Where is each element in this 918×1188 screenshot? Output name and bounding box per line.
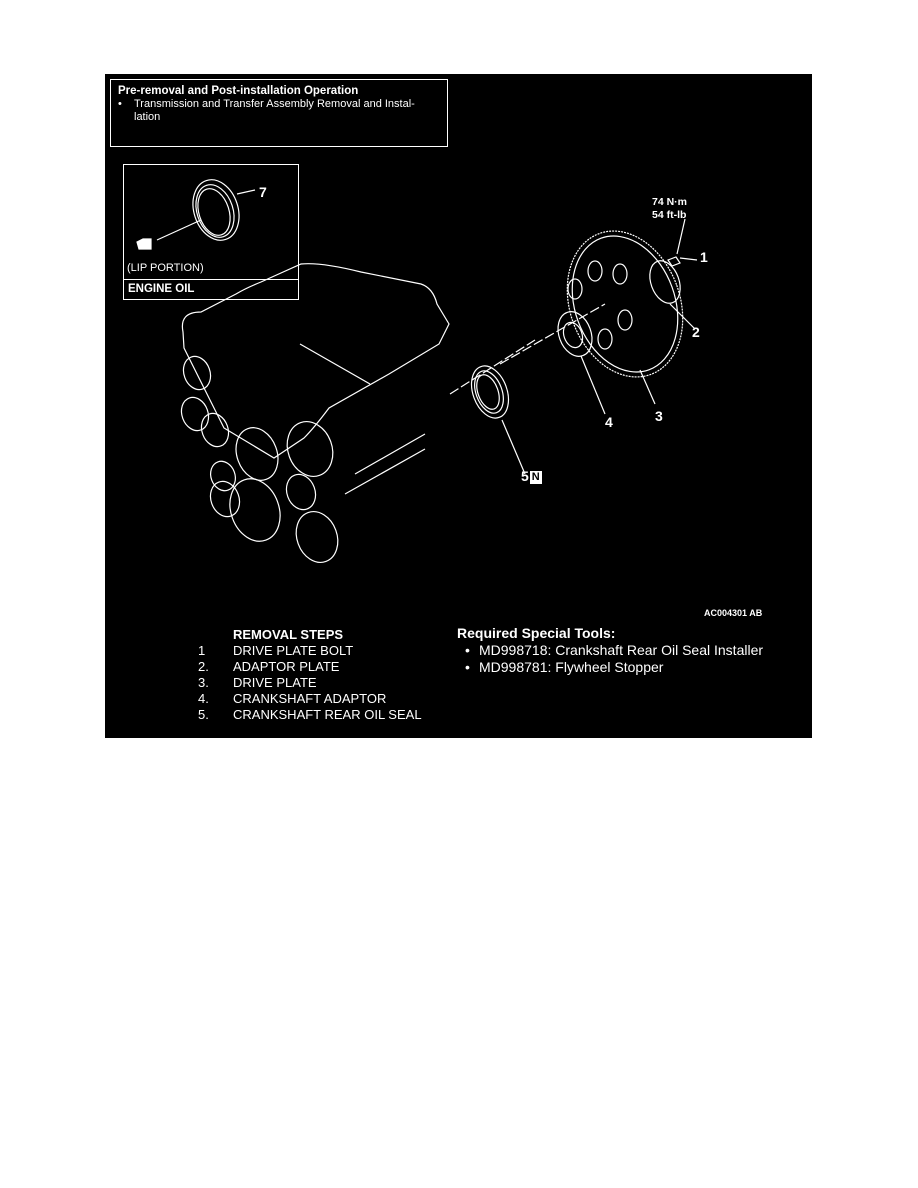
- step-label: CRANKSHAFT REAR OIL SEAL: [233, 707, 422, 722]
- callout-4: 4: [605, 414, 613, 430]
- step-number: 4.: [198, 691, 209, 706]
- tool-label: MD998718: Crankshaft Rear Oil Seal Installer: [479, 642, 764, 658]
- callout-3: 3: [655, 408, 663, 424]
- removal-step: [198, 675, 422, 691]
- diagram-panel: [105, 74, 812, 738]
- removal-step: [198, 707, 422, 723]
- removal-step: [198, 691, 422, 707]
- special-tool-item: [457, 659, 763, 676]
- engine-oil-inset: [123, 164, 299, 300]
- step-label: ADAPTOR PLATE: [233, 659, 340, 674]
- step-label: CRANKSHAFT ADAPTOR: [233, 691, 387, 706]
- step-number: 2.: [198, 659, 209, 674]
- removal-step: [198, 659, 422, 675]
- pre-removal-operation-box: [110, 79, 448, 147]
- engine-block-icon: [177, 264, 449, 569]
- pre-removal-title: Pre-removal and Post-installation Operation: [118, 85, 359, 97]
- step-number: 3.: [198, 675, 209, 690]
- pre-removal-item: [118, 98, 440, 124]
- bullet: •: [118, 98, 122, 110]
- callout-1: 1: [700, 249, 708, 265]
- torque-nm: 74 N·m: [652, 196, 688, 208]
- step-number: 1: [198, 643, 206, 658]
- removal-steps: [198, 627, 422, 723]
- special-tools-heading: Required Special Tools:: [457, 625, 616, 641]
- callout-7: 7: [259, 184, 267, 200]
- removal-step: [198, 643, 422, 659]
- callout-5-number: 5: [521, 468, 529, 484]
- pre-removal-item-text: Transmission and Transfer Assembly Removal and Instal-: [134, 98, 415, 110]
- step-label: DRIVE PLATE BOLT: [233, 643, 354, 658]
- tool-label: MD998781: Flywheel Stopper: [479, 659, 664, 675]
- engine-oil-label: ENGINE OIL: [124, 279, 298, 299]
- adaptor-plate-icon: [644, 257, 695, 329]
- new-part-badge: N: [531, 471, 540, 483]
- pre-removal-item-continuation: lation: [134, 111, 161, 123]
- torque-ftlb: 54 ft-lb: [652, 209, 687, 221]
- lip-portion-label: (LIP PORTION): [127, 262, 204, 274]
- special-tools: [457, 625, 763, 676]
- bullet: •: [465, 659, 470, 675]
- figure-code: AC004301 AB: [704, 608, 763, 618]
- drive-plate-bolt-icon: [668, 219, 697, 266]
- step-label: DRIVE PLATE: [233, 675, 317, 690]
- bullet: •: [465, 642, 470, 658]
- step-number: 5.: [198, 707, 209, 722]
- callout-2: 2: [692, 324, 700, 340]
- special-tool-item: [457, 642, 763, 659]
- crankshaft-rear-oil-seal-icon: [465, 361, 525, 474]
- removal-steps-heading: REMOVAL STEPS: [233, 627, 344, 642]
- callout-5: [521, 468, 542, 484]
